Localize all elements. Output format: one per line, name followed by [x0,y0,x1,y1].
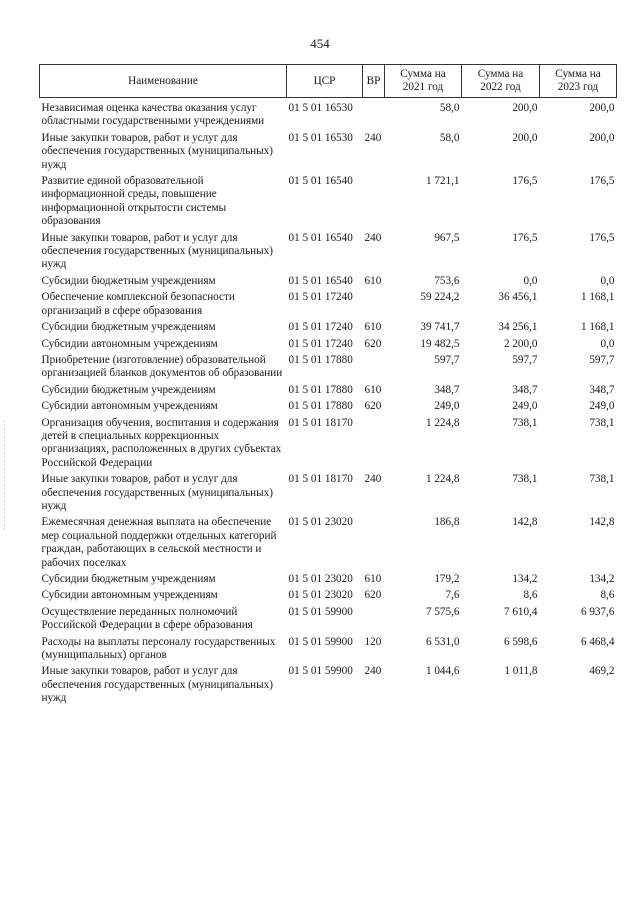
row-sum-2022: 176,5 [512,231,538,244]
row-name: Расходы на выплаты персоналу государственных (муниципальных) органов [41,635,276,662]
row-sum-2021: 59 224,2 [420,291,460,304]
table-row [40,400,617,416]
row-sum-2021: 1 224,8 [425,416,460,429]
row-csr-code: 01 5 01 17880 [288,383,353,396]
row-sum-2022: 738,1 [512,473,538,486]
row-csr-code: 01 5 01 59900 [288,635,353,648]
row-sum-2022: 36 456,1 [498,291,538,304]
header-sum-2022 [462,65,540,98]
row-name: Субсидии автономным учреждениям [41,400,218,413]
row-csr-code: 01 5 01 18170 [288,416,353,429]
row-csr-code: 01 5 01 17880 [288,400,353,413]
row-name: Субсидии бюджетным учреждениям [41,573,216,585]
table-row [40,573,617,589]
table-row [40,473,617,516]
row-sum-2021: 179,2 [434,573,460,585]
row-name: Независимая оценка качества оказания услуг областными государственными учреждениями [41,102,265,128]
row-sum-2023: 134,2 [589,573,615,585]
row-vr-code: 240 [364,473,382,486]
row-sum-2022: 8,6 [523,589,538,602]
row-vr-code [363,291,385,321]
row-name: Развитие единой образовательной информационной среды, повышение информационной открытости системы образования [41,175,227,228]
row-sum-2021: 1 224,8 [425,473,460,486]
row-name: Субсидии бюджетным учреждениям [41,274,216,287]
row-sum-2023: 176,5 [589,175,615,188]
header-sum-2021 [385,65,462,98]
row-sum-2023: 0,0 [600,337,615,350]
row-sum-2021: 6 531,0 [425,635,460,648]
row-sum-2021: 597,7 [434,353,460,366]
row-sum-2023: 8,6 [600,589,615,602]
row-sum-2021: 58,0 [439,102,460,114]
table-row [40,321,617,337]
row-name: Иные закупки товаров, работ и услуг для обеспечения государственных (муниципальных) нужд [41,231,273,271]
row-sum-2023: 469,2 [589,665,615,678]
table-row [40,354,617,384]
row-sum-2023: 0,0 [600,274,615,287]
row-sum-2022: 200,0 [512,102,538,114]
row-vr-code: 610 [364,383,382,396]
row-vr-code [363,606,385,636]
row-sum-2023: 200,0 [589,131,615,144]
row-sum-2021: 249,0 [434,400,460,413]
row-vr-code: 620 [364,589,382,602]
row-sum-2021: 1 044,6 [425,665,460,678]
row-sum-2021: 967,5 [434,231,460,244]
row-sum-2021: 1 721,1 [425,175,460,188]
row-vr-code: 610 [364,573,382,585]
header-sum-2022-line2: 2022 год [480,81,521,93]
table-row [40,589,617,605]
table-header [40,65,617,98]
header-sum-2023-line2: 2023 год [557,81,599,93]
table-row [40,606,617,636]
row-sum-2022: 176,5 [512,175,538,188]
row-csr-code: 01 5 01 17240 [288,291,353,304]
table-row [40,132,617,175]
row-name: Иные закупки товаров, работ и услуг для обеспечения государственных (муниципальных) нужд [41,473,273,512]
row-sum-2021: 19 482,5 [420,337,460,350]
row-vr-code [363,516,385,573]
table-row [40,98,617,132]
row-sum-2022: 142,8 [512,516,538,529]
row-csr-code: 01 5 01 17240 [288,321,353,334]
row-vr-code: 240 [364,665,382,678]
row-name: Субсидии автономным учреждениям [41,589,218,602]
row-sum-2022: 1 011,8 [504,665,538,678]
row-sum-2022: 200,0 [512,131,538,144]
row-name: Осуществление переданных полномочий Российской Федерации в сфере образования [41,605,253,632]
row-sum-2022: 6 598,6 [503,635,538,648]
row-name: Обеспечение комплексной безопасности организаций в сфере образования [41,291,235,317]
table-body [40,98,617,709]
row-csr-code: 01 5 01 16540 [288,175,353,188]
row-sum-2021: 39 741,7 [420,321,460,334]
row-name: Иные закупки товаров, работ и услуг для обеспечения государственных (муниципальных) нужд [41,131,273,171]
header-name: Наименование [40,65,287,98]
row-sum-2022: 34 256,1 [498,321,538,334]
header-sum-2021-line1: Сумма на [400,68,446,80]
row-sum-2023: 176,5 [589,231,615,244]
row-sum-2021: 58,0 [439,131,460,144]
row-sum-2023: 142,8 [589,516,615,529]
row-sum-2023: 738,1 [589,473,615,486]
row-sum-2022: 738,1 [512,416,538,429]
row-sum-2022: 348,7 [512,383,538,396]
row-csr-code: 01 5 01 16540 [288,231,353,244]
row-sum-2023: 6 468,4 [580,635,615,648]
row-name: Ежемесячная денежная выплата на обеспечение мер социальной поддержки отдельных категорий граждан, работающих в сельской местности и рабочих поселках [41,516,277,569]
row-csr-code: 01 5 01 18170 [288,473,353,486]
header-sum-2021-line2: 2021 год [402,81,444,93]
table-row [40,338,617,354]
row-sum-2022: 249,0 [512,400,538,413]
row-sum-2022: 0,0 [523,274,538,287]
row-vr-code [363,98,385,132]
row-sum-2021: 348,7 [434,383,460,396]
row-csr-code: 01 5 01 23020 [288,516,353,529]
scan-margin-mark [4,420,5,530]
row-sum-2023: 597,7 [589,353,615,366]
row-sum-2022: 7 610,4 [503,605,538,618]
row-sum-2023: 1 168,1 [580,291,615,304]
table-row [40,291,617,321]
header-csr: ЦСР [287,65,363,98]
row-name: Приобретение (изготовление) образовательной организацией бланков документов об образовании [41,353,283,380]
row-vr-code [363,417,385,474]
row-vr-code: 620 [364,337,382,350]
table-row [40,175,617,232]
row-csr-code: 01 5 01 17240 [288,337,353,350]
row-csr-code: 01 5 01 23020 [288,589,353,602]
row-sum-2023: 6 937,6 [580,605,615,618]
row-vr-code [363,175,385,232]
header-row [40,65,617,98]
table-row [40,516,617,573]
row-sum-2021: 7 575,6 [425,605,460,618]
row-sum-2023: 738,1 [589,416,615,429]
row-name: Субсидии автономным учреждениям [41,337,218,350]
row-name: Организация обучения, воспитания и содержания детей в специальных коррекционных организациях, расположенных в других субъектах Российской Федерации [41,416,282,469]
row-vr-code: 610 [364,274,382,287]
row-name: Субсидии бюджетным учреждениям [41,321,216,334]
table-row [40,636,617,666]
page-number: 454 [310,36,330,51]
row-vr-code [363,354,385,384]
row-vr-code: 240 [364,231,382,244]
row-vr-code: 120 [364,635,382,648]
row-sum-2021: 186,8 [434,516,460,529]
row-vr-code: 620 [364,400,382,413]
row-sum-2022: 2 200,0 [503,337,538,350]
row-sum-2023: 348,7 [589,383,615,396]
header-sum-2023 [540,65,617,98]
row-sum-2022: 597,7 [512,353,538,366]
header-sum-2023-line1: Сумма на [555,68,601,80]
table-row [40,275,617,291]
header-sum-2022-line1: Сумма на [477,68,524,80]
row-sum-2023: 249,0 [589,400,615,413]
row-vr-code: 240 [364,131,382,144]
row-csr-code: 01 5 01 16540 [288,274,353,287]
row-name: Иные закупки товаров, работ и услуг для обеспечения государственных (муниципальных) нужд [41,665,273,705]
row-csr-code: 01 5 01 17880 [288,353,353,366]
table-row [40,665,617,708]
row-sum-2023: 1 168,1 [580,321,615,334]
table-row [40,232,617,275]
row-sum-2021: 753,6 [434,274,460,287]
row-csr-code: 01 5 01 23020 [288,573,353,585]
row-name: Субсидии бюджетным учреждениям [41,383,216,396]
row-csr-code: 01 5 01 16530 [288,102,353,114]
row-vr-code: 610 [364,321,382,334]
row-csr-code: 01 5 01 59900 [288,665,353,678]
table-row [40,417,617,474]
row-sum-2021: 7,6 [445,589,460,602]
row-csr-code: 01 5 01 16530 [288,131,353,144]
header-vr: ВР [363,65,385,98]
row-sum-2022: 134,2 [512,573,538,585]
table-row [40,384,617,400]
budget-table [39,64,617,709]
row-sum-2023: 200,0 [589,102,615,114]
row-csr-code: 01 5 01 59900 [288,605,353,618]
